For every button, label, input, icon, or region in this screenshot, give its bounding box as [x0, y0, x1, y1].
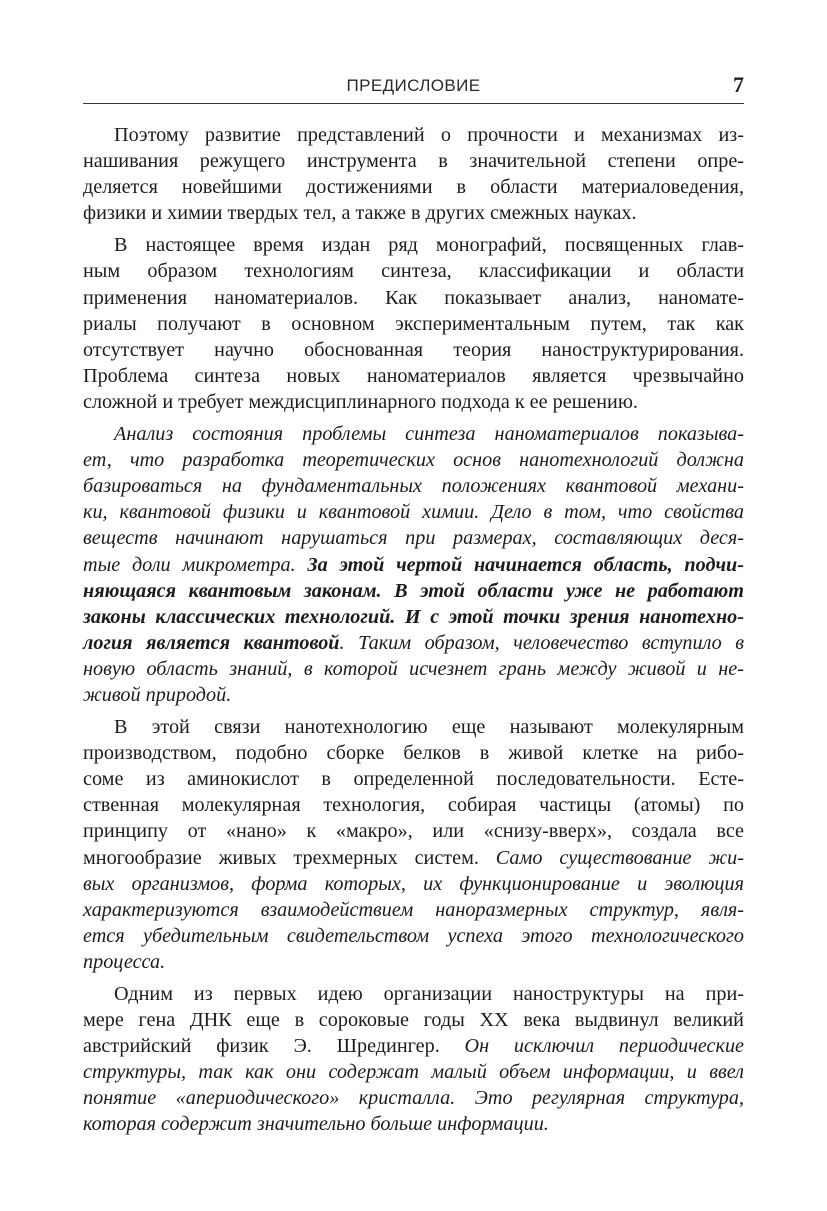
text-run: отсутствует научно обоснованная теория наноструктурирования. — [83, 338, 744, 361]
text-line — [83, 871, 744, 897]
text-line — [83, 363, 744, 389]
text-line — [83, 897, 744, 923]
text-line — [83, 604, 744, 630]
text-run: сложной и требует междисциплинарного подхода к ее решению. — [83, 390, 638, 413]
header-rule — [83, 103, 744, 104]
text-run: новую область знаний, в которой исчезнет грань между живой и не- — [83, 657, 744, 680]
text-run: применения наноматериалов. Как показывает анализ, наномате- — [83, 286, 744, 309]
text-run: многообразие живых трехмерных систем. — [83, 846, 496, 869]
text-line — [83, 630, 744, 656]
text-line — [83, 447, 744, 473]
running-title: ПРЕДИСЛОВИЕ — [346, 76, 481, 95]
text-line — [83, 200, 744, 226]
text-line — [83, 766, 744, 792]
text-line — [83, 1059, 744, 1085]
text-run: физики и химии твердых тел, а также в других смежных науках. — [83, 202, 637, 225]
text-run: В настоящее время издан ряд монографий, посвященных глав- — [114, 234, 744, 257]
body-text — [83, 122, 744, 1144]
text-line — [83, 473, 744, 499]
paragraph — [83, 714, 744, 975]
text-line — [83, 421, 744, 447]
text-run: логия является квантовой — [83, 631, 340, 654]
text-run: Само существование жи- — [495, 846, 744, 869]
text-line — [83, 740, 744, 766]
text-run: понятие «апериодического» кристалла. Это регулярная структура, — [83, 1087, 744, 1110]
text-run: деляется новейшими достижениями в области материаловедения, — [83, 176, 744, 199]
text-line — [83, 285, 744, 311]
text-line — [83, 792, 744, 818]
text-run: няющаяся квантовым законам. В этой области уже не работают — [83, 579, 744, 602]
text-run: веществ начинают нарушаться при размерах, составляющих деся- — [83, 527, 744, 550]
paragraph — [83, 122, 744, 226]
text-run: австрийский физик Э. Шредингер. — [83, 1035, 465, 1058]
text-run: мере гена ДНК еще в сороковые годы XX века выдвинул великий — [83, 1009, 744, 1032]
page-number: 7 — [733, 72, 744, 97]
text-line — [83, 174, 744, 200]
text-line — [83, 232, 744, 258]
text-run: нашивания режущего инструмента в значительной степени опре- — [83, 150, 744, 173]
text-run: Проблема синтеза новых наноматериалов является чрезвычайно — [83, 364, 744, 387]
text-run: живой природой. — [83, 683, 232, 706]
text-line — [83, 818, 744, 844]
text-run: ет, что разработка теоретических основ нанотехнологий должна — [83, 449, 744, 472]
text-line — [83, 1033, 744, 1059]
text-line — [83, 525, 744, 551]
text-run: . Таким образом, человечество вступило в — [339, 631, 744, 654]
text-line — [83, 1007, 744, 1033]
text-run: ственная молекулярная технология, собирая частицы (атомы) по — [83, 794, 744, 817]
text-run: которая содержит значительно больше информации. — [83, 1113, 549, 1136]
text-run: производством, подобно сборке белков в живой клетке на рибо- — [83, 742, 744, 765]
text-line — [83, 949, 744, 975]
text-run: Он исключил периодические — [464, 1035, 745, 1058]
text-run: Анализ состояния проблемы синтеза наноматериалов показыва- — [114, 423, 744, 446]
text-run: вых организмов, форма которых, их функционирование и эволюция — [83, 872, 744, 895]
text-run: структуры, так как они содержат малый объем информации, и ввел — [83, 1061, 744, 1084]
text-run: риалы получают в основном экспериментальным путем, так как — [83, 312, 744, 335]
text-run: тые доли микрометра. — [83, 553, 308, 576]
text-line — [83, 682, 744, 708]
text-run: процесса. — [83, 950, 166, 973]
text-run: ется убедительным свидетельством успеха этого технологического — [83, 924, 744, 947]
text-run: ным образом технологиям синтеза, классификации и области — [83, 260, 744, 283]
text-line — [83, 1111, 744, 1137]
text-line — [83, 337, 744, 363]
text-line — [83, 845, 744, 871]
paragraph — [83, 232, 744, 415]
text-line — [83, 122, 744, 148]
text-line — [83, 714, 744, 740]
text-line — [83, 981, 744, 1007]
text-run: законы классических технологий. И с этой точки зрения нанотехно- — [83, 605, 744, 628]
text-line — [83, 389, 744, 415]
text-line — [83, 1085, 744, 1111]
page-header — [83, 72, 744, 102]
text-line — [83, 578, 744, 604]
text-run: принципу от «нано» к «макро», или «снизу-вверх», создала все — [83, 820, 744, 843]
text-run: Одним из первых идею организации наноструктуры на при- — [114, 983, 744, 1005]
text-line — [83, 923, 744, 949]
text-run: базироваться на фундаментальных положениях квантовой механи- — [83, 475, 744, 498]
paragraph — [83, 981, 744, 1138]
text-line — [83, 499, 744, 525]
text-line — [83, 552, 744, 578]
text-run: За этой чертой начинается область, подчи- — [307, 553, 745, 576]
text-run: характеризуются взаимодействием наноразмерных структур, явля- — [83, 898, 744, 921]
text-run: соме из аминокислот в определенной последовательности. Есте- — [83, 768, 744, 791]
text-line — [83, 258, 744, 284]
text-line — [83, 656, 744, 682]
paragraph — [83, 421, 744, 708]
text-line — [83, 311, 744, 337]
text-run: ки, квантовой физики и квантовой химии. Дело в том, что свойства — [83, 501, 744, 524]
text-run: В этой связи нанотехнологию еще называют молекулярным — [114, 716, 744, 739]
text-line — [83, 148, 744, 174]
text-run: Поэтому развитие представлений о прочности и механизмах из- — [114, 124, 744, 146]
